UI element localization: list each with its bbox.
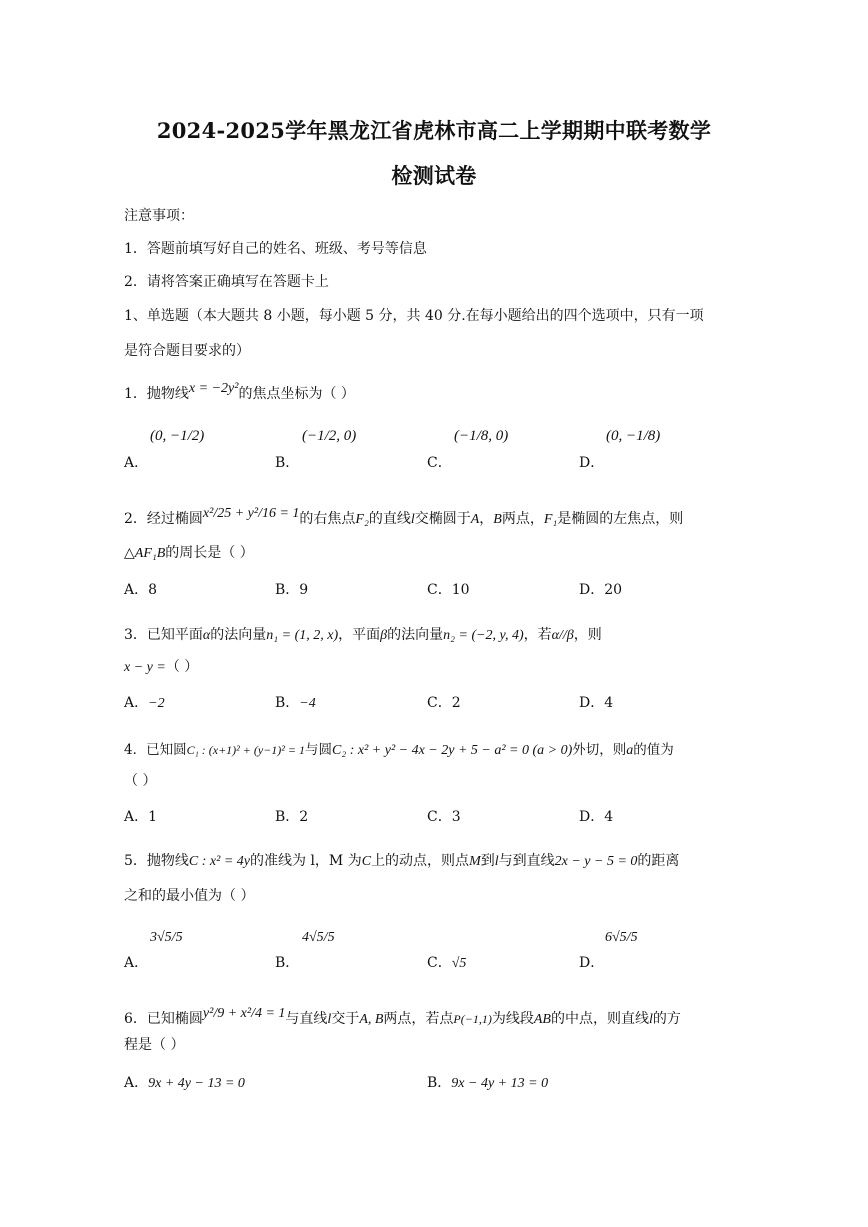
q1-option-a-value: (0, −1/2) — [150, 428, 205, 444]
q1-option-b[interactable]: B． — [275, 455, 300, 471]
question-2-stem-line1: 2．经过椭圆x²/25 + y²/16 = 1的右焦点F₂的直线l交椭圆于A，B两点，F₁是椭圆的左焦点，则 — [124, 506, 684, 527]
q3-option-a[interactable]: A．−2 — [124, 695, 165, 711]
q6-ellipse-equation: y²/9 + x²/4 = 1 — [202, 1006, 286, 1021]
q3-option-c[interactable]: C．2 — [427, 695, 461, 711]
q4-option-d[interactable]: D．4 — [579, 809, 614, 825]
question-6-stem-line2: 程是（ ） — [124, 1037, 185, 1053]
q1-option-c-value: (−1/8, 0) — [454, 428, 509, 444]
q5-option-b-value: 4√5/5 — [302, 930, 335, 945]
q5-option-a[interactable]: A． — [124, 955, 149, 971]
question-5-stem-line2: 之和的最小值为（ ） — [124, 888, 255, 904]
q5-option-b[interactable]: B． — [275, 955, 300, 971]
exam-title-line1: 2024-2025学年黑龙江省虎林市高二上学期期中联考数学 — [156, 118, 712, 143]
question-1-stem — [124, 383, 355, 403]
question-6-stem-line1: 6．已知椭圆y²/9 + x²/4 = 1与直线l交于A, B两点，若点P(−1,1)为线段AB的中点，则直线l的方 — [124, 1006, 681, 1027]
question-4-stem-line2: （ ） — [124, 773, 157, 789]
q3-normal-vector-2: n₂ = (−2, y, 4) — [443, 628, 524, 643]
exam-title-line2: 检测试卷 — [391, 163, 477, 188]
q5-option-d[interactable]: D． — [579, 955, 605, 971]
question-3-stem-line2: x − y =（ ） — [124, 659, 199, 675]
notes-item-2: 2．请将答案正确填写在答题卡上 — [124, 274, 329, 290]
q1-option-b-value: (−1/2, 0) — [302, 428, 357, 444]
notes-item-1: 1．答题前填写好自己的姓名、班级、考号等信息 — [124, 241, 427, 257]
q6-option-a[interactable]: A．9x + 4y − 13 = 0 — [124, 1075, 245, 1091]
notes-heading: 注意事项： — [124, 208, 194, 224]
q3-option-b[interactable]: B．−4 — [275, 695, 316, 711]
q1-text-a: 1．抛物线 — [124, 386, 189, 402]
q4-option-c[interactable]: C．3 — [427, 809, 461, 825]
q4-circle-2: C₂ : x² + y² − 4x − 2y + 5 − a² = 0 (a > 0) — [332, 743, 573, 758]
q2-option-a[interactable]: A．8 — [124, 582, 158, 598]
q5-option-c[interactable]: C．√5 — [427, 955, 467, 971]
q5-option-a-value: 3√5/5 — [150, 930, 183, 945]
q4-option-a[interactable]: A．1 — [124, 809, 158, 825]
question-2-stem-line2: △AF₁B的周长是（ ） — [124, 545, 254, 561]
q1-option-d[interactable]: D． — [579, 455, 605, 471]
question-3-stem-line1: 3．已知平面α的法向量n₁ = (1, 2, x)，平面β的法向量n₂ = (−2, y, 4)，若α//β，则 — [124, 627, 602, 643]
q3-option-d[interactable]: D．4 — [579, 695, 614, 711]
question-4-stem-line1: 4．已知圆C₁ : (x+1)² + (y−1)² = 1与圆C₂ : x² + y² − 4x − 2y + 5 − a² = 0 (a > 0)外切，则a的值为 — [124, 742, 674, 758]
q3-normal-vector-1: n₁ = (1, 2, x) — [266, 628, 339, 643]
q6-option-b[interactable]: B．9x − 4y + 13 = 0 — [427, 1075, 549, 1091]
q2-ellipse-equation: x²/25 + y²/16 = 1 — [202, 506, 300, 521]
q2-option-b[interactable]: B．9 — [275, 582, 309, 598]
section-header-line1: 1、单选题（本大题共 8 小题，每小题 5 分，共 40 分.在每小题给出的四个选项中，只有一项 — [124, 308, 704, 324]
q5-line: 2x − y − 5 = 0 — [554, 854, 638, 869]
q1-option-c[interactable]: C． — [427, 455, 452, 471]
q5-option-d-value: 6√5/5 — [605, 930, 638, 945]
q1-option-d-value: (0, −1/8) — [606, 428, 661, 444]
q4-option-b[interactable]: B．2 — [275, 809, 309, 825]
q1-text-b: 的焦点坐标为（ ） — [238, 386, 355, 402]
q5-parabola: C : x² = 4y — [188, 854, 250, 869]
question-5-stem-line1: 5．抛物线C : x² = 4y的准线为 l，M 为C上的动点，则点M到l与到直线2x − y − 5 = 0的距离 — [124, 853, 680, 869]
q1-option-a[interactable]: A． — [124, 455, 149, 471]
q4-circle-1: C₁ : (x+1)² + (y−1)² = 1 — [186, 743, 305, 757]
q1-equation: x = −2y² — [188, 381, 239, 396]
q2-option-c[interactable]: C．10 — [427, 582, 470, 598]
q2-option-d[interactable]: D．20 — [579, 582, 623, 598]
section-header-line2: 是符合题目要求的） — [124, 343, 250, 359]
